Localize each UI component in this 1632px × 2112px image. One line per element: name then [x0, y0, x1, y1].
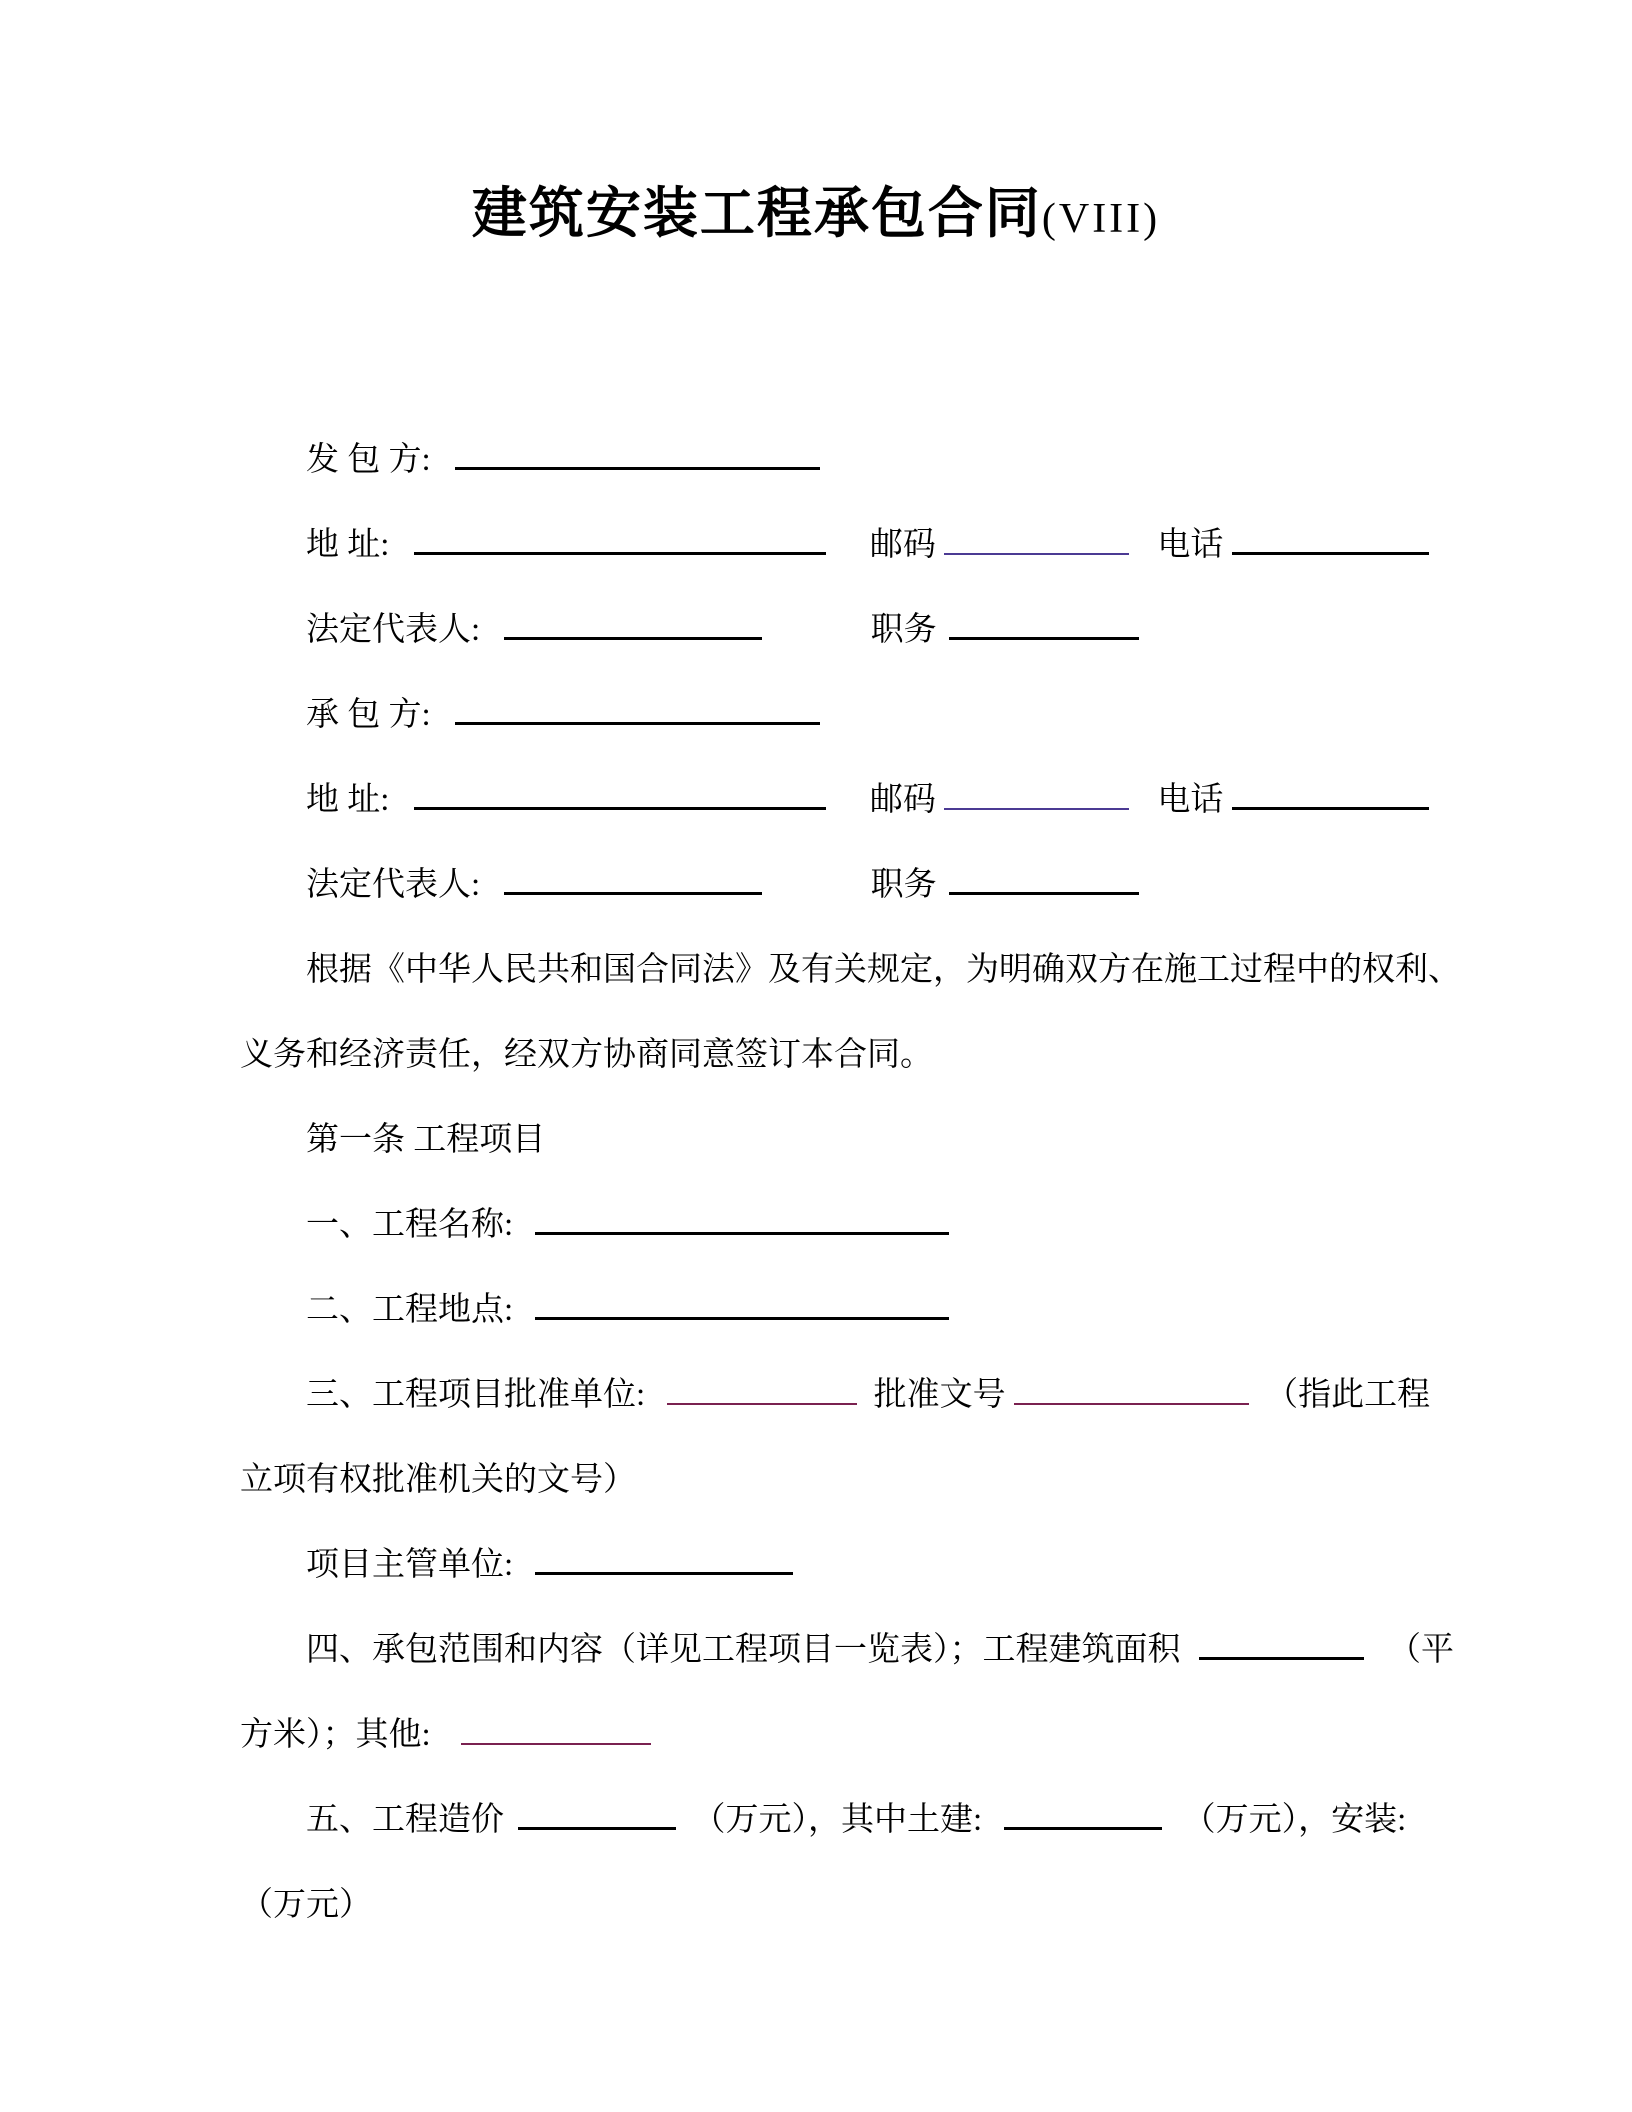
form-row-party-b-address [240, 758, 1492, 843]
building-area-blank[interactable] [1199, 1653, 1364, 1660]
scope-continued-label: 方米）；其他: [240, 1717, 431, 1753]
project-cost-label: 五、工程造价 [306, 1802, 504, 1838]
party-b-legal-rep-blank[interactable] [504, 888, 762, 895]
party-b-phone-label: 电话 [1157, 782, 1224, 818]
form-row-contract-scope [240, 1608, 1492, 1693]
party-a-name-label: 发 包 方: [306, 442, 431, 478]
form-row-supervisor-unit [240, 1523, 1492, 1608]
supervisor-unit-label: 项目主管单位: [306, 1547, 514, 1583]
form-row-project-cost [240, 1778, 1492, 1863]
preamble-line-1 [240, 928, 1492, 1013]
approval-unit-label: 三、工程项目批准单位: [306, 1377, 646, 1413]
form-row-cost-tail [240, 1863, 1492, 1948]
party-b-job-label: 职务 [870, 867, 937, 903]
cost-unit-civil-label: （万元），其中土建: [692, 1802, 983, 1838]
form-row-project-location [240, 1268, 1492, 1353]
party-b-postal-label: 邮码 [869, 782, 936, 818]
party-a-address-label: 地 址: [306, 527, 390, 563]
party-b-address-blank[interactable] [414, 803, 826, 810]
supervisor-unit-blank[interactable] [535, 1568, 793, 1575]
party-a-postal-label: 邮码 [869, 527, 936, 563]
party-a-phone-label: 电话 [1157, 527, 1224, 563]
party-b-postal-blank[interactable] [944, 804, 1129, 810]
party-b-legal-rep-label: 法定代表人: [306, 867, 481, 903]
party-a-job-blank[interactable] [949, 633, 1139, 640]
party-b-name-blank[interactable] [455, 718, 820, 725]
project-name-label: 一、工程名称: [306, 1207, 514, 1243]
preamble-text-2: 义务和经济责任，经双方协商同意签订本合同。 [240, 1037, 933, 1073]
form-row-scope-continued [240, 1693, 1492, 1778]
form-row-party-a-name [240, 418, 1492, 503]
civil-cost-blank[interactable] [1004, 1823, 1162, 1830]
party-a-legal-rep-label: 法定代表人: [306, 612, 481, 648]
contract-scope-label: 四、承包范围和内容（详见工程项目一览表）；工程建筑面积 [306, 1632, 1181, 1668]
approval-note-end-row [240, 1438, 1492, 1523]
cost-unit-install-label: （万元），安装: [1182, 1802, 1407, 1838]
article-1-heading: 第一条 工程项目 [306, 1122, 546, 1158]
party-a-phone-blank[interactable] [1232, 548, 1429, 555]
project-name-blank[interactable] [535, 1228, 949, 1235]
party-b-address-label: 地 址: [306, 782, 390, 818]
form-row-approval-unit [240, 1353, 1492, 1438]
party-a-job-label: 职务 [870, 612, 937, 648]
document-title-suffix: (VIII) [1041, 196, 1161, 242]
form-row-project-name [240, 1183, 1492, 1268]
other-blank[interactable] [461, 1739, 651, 1745]
contract-body [240, 418, 1492, 1948]
document-title [0, 182, 1632, 251]
approval-doc-label: 批准文号 [873, 1377, 1006, 1413]
form-row-party-b-name [240, 673, 1492, 758]
party-b-phone-blank[interactable] [1232, 803, 1429, 810]
approval-note-end: 立项有权批准机关的文号） [240, 1462, 636, 1498]
form-row-party-a-legal-rep [240, 588, 1492, 673]
project-cost-blank[interactable] [518, 1823, 676, 1830]
form-row-party-b-legal-rep [240, 843, 1492, 928]
preamble-line-2 [240, 1013, 1492, 1098]
approval-note-start: （指此工程 [1265, 1377, 1431, 1413]
form-row-party-a-address [240, 503, 1492, 588]
party-a-postal-blank[interactable] [944, 549, 1129, 555]
party-a-name-blank[interactable] [455, 463, 820, 470]
cost-tail-label: （万元） [240, 1887, 372, 1923]
project-location-blank[interactable] [535, 1313, 949, 1320]
party-b-job-blank[interactable] [949, 888, 1139, 895]
party-b-name-label: 承 包 方: [306, 697, 431, 733]
party-a-address-blank[interactable] [414, 548, 826, 555]
approval-unit-blank[interactable] [667, 1399, 857, 1405]
area-unit-start: （平 [1388, 1632, 1454, 1668]
approval-doc-blank[interactable] [1014, 1399, 1249, 1405]
document-title-main: 建筑安装工程承包合同 [471, 183, 1042, 244]
article-1-heading-row [240, 1098, 1492, 1183]
project-location-label: 二、工程地点: [306, 1292, 514, 1328]
preamble-text-1: 根据《中华人民共和国合同法》及有关规定，为明确双方在施工过程中的权利、 [306, 952, 1461, 988]
party-a-legal-rep-blank[interactable] [504, 633, 762, 640]
